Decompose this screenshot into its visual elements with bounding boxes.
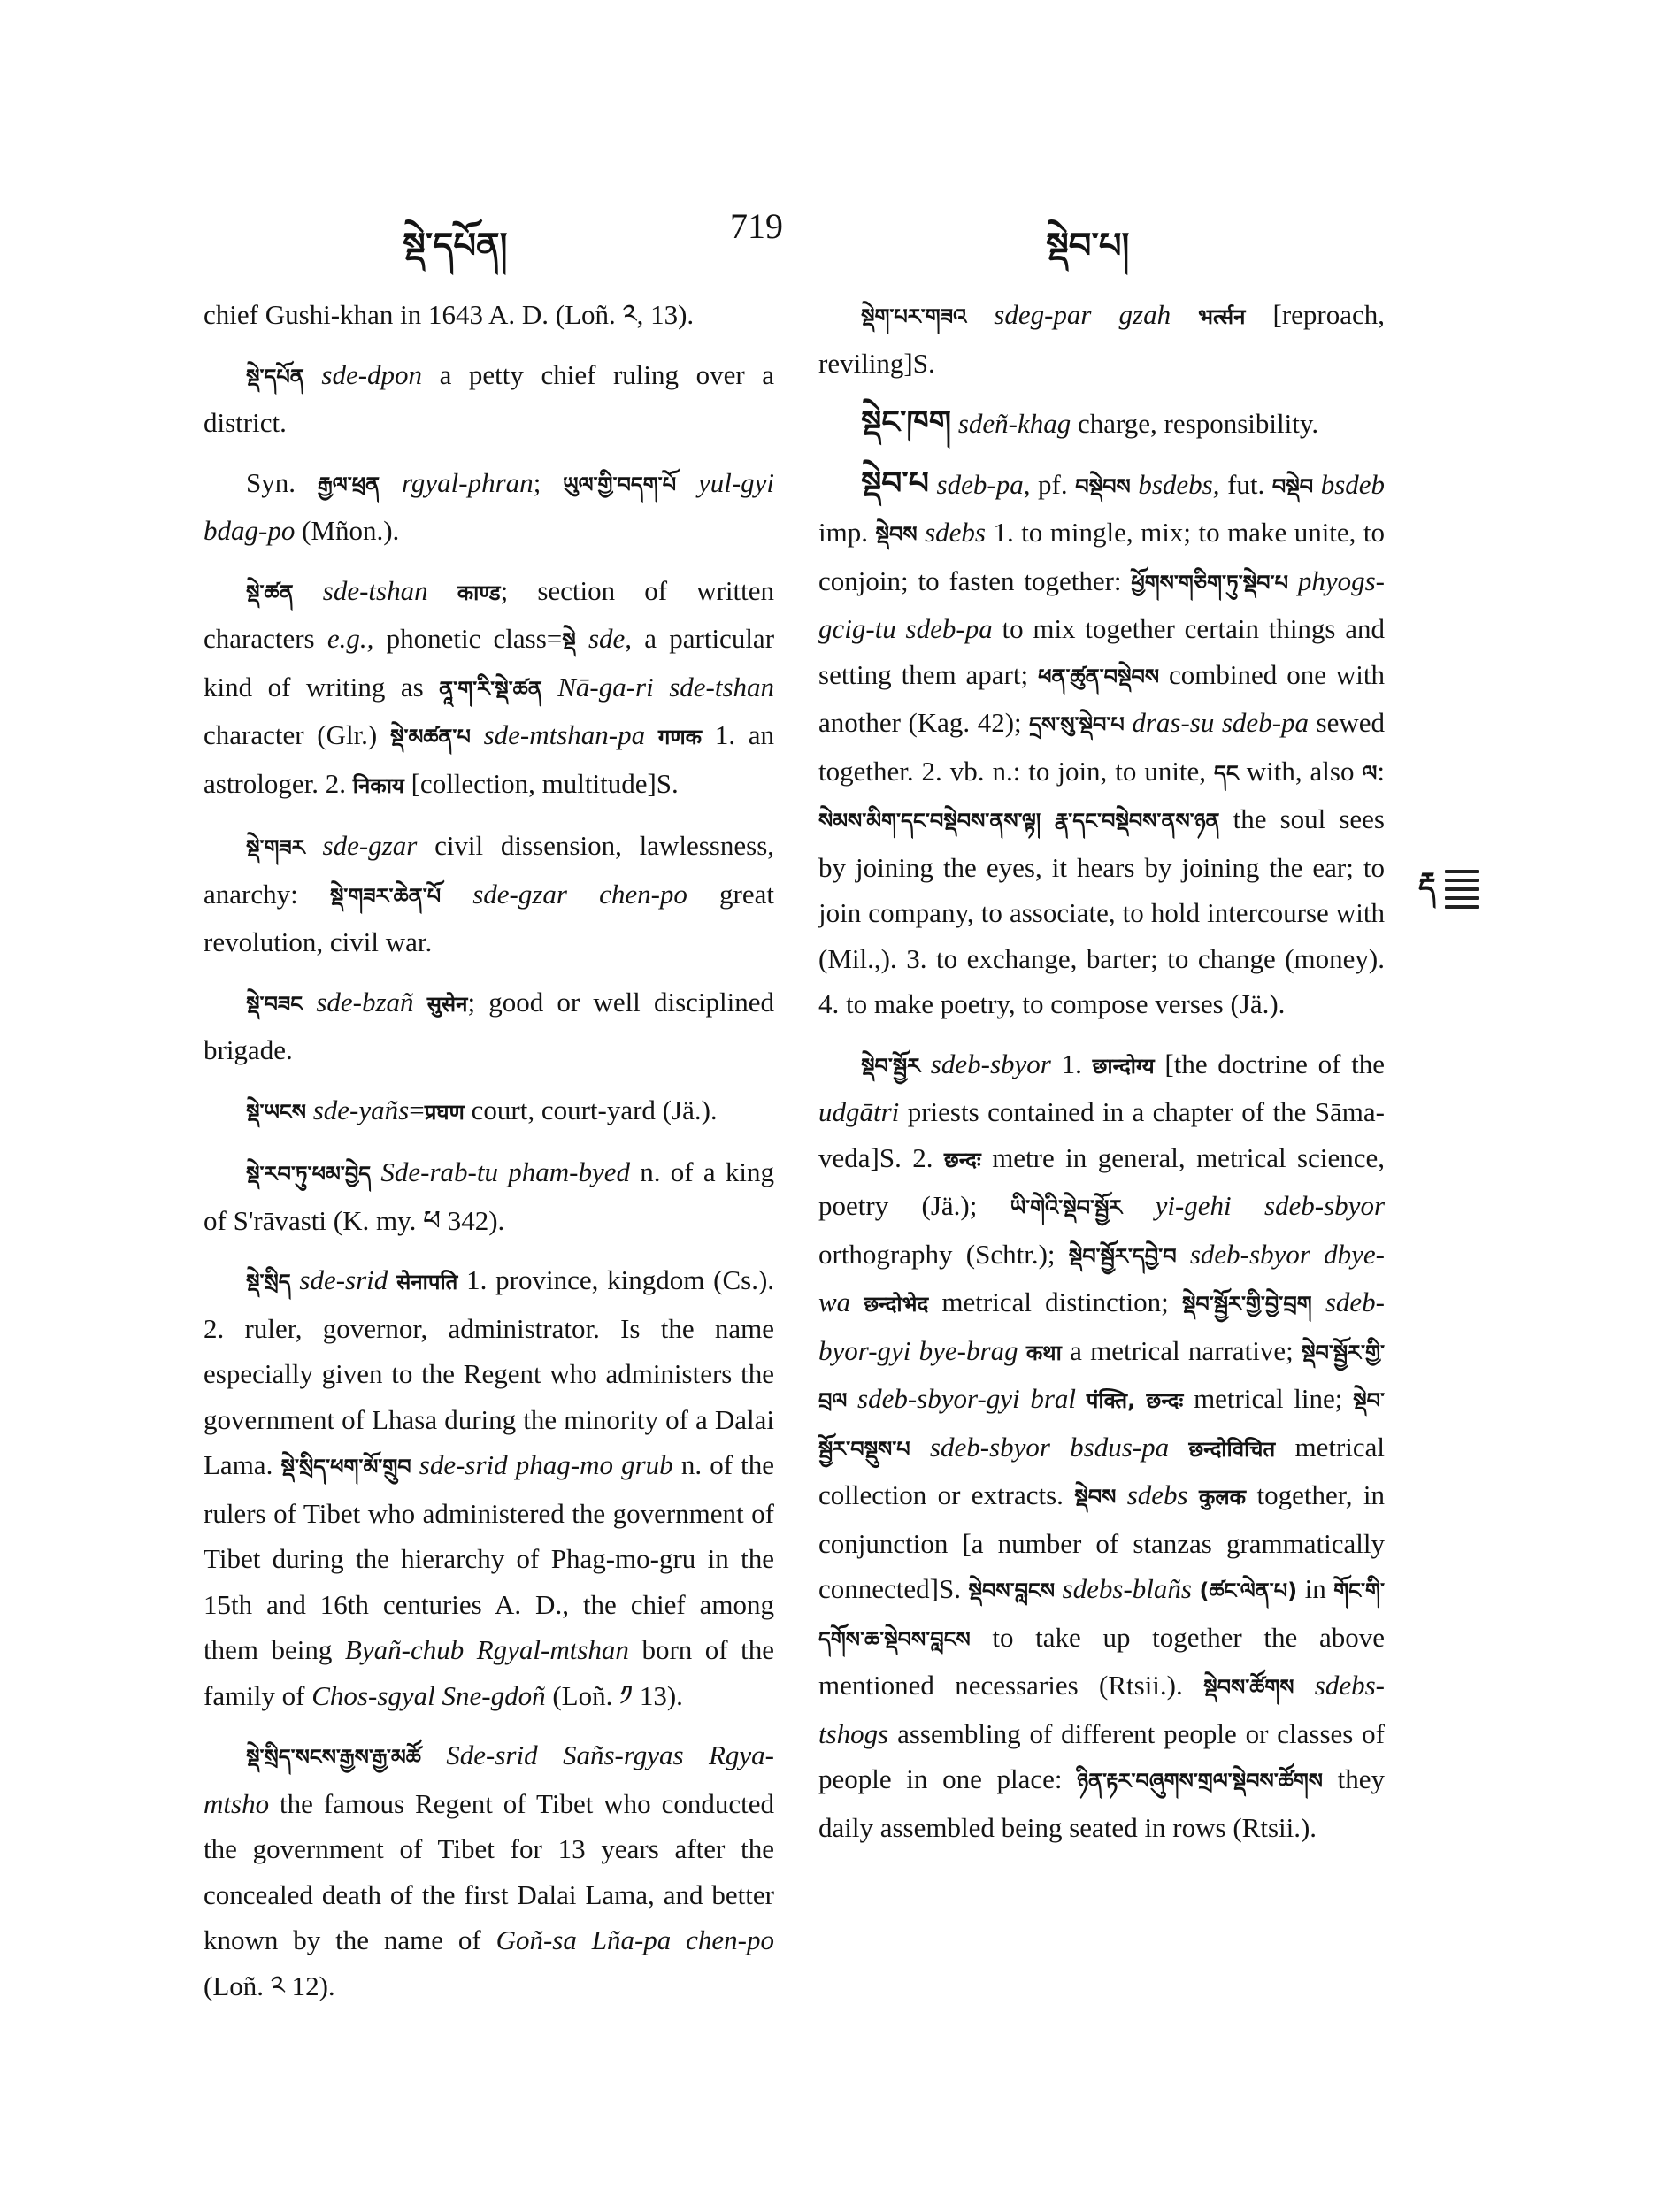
sanskrit-word: प्रघण: [424, 1099, 465, 1125]
definition: combined one with another (Kag. 42);: [818, 658, 1386, 738]
entry-sden-khag: [818, 400, 1385, 447]
tibetan-word: ལ: [1362, 760, 1378, 786]
tibetan-word: སྡེབ་སྦྱོར་གྱི་བྲལ: [818, 1340, 1386, 1413]
definition: [collection, multitude]S.: [411, 767, 679, 799]
entry-sde-srid: [204, 1257, 774, 1718]
transliteration: sdeg-par gzah: [994, 299, 1171, 330]
transliteration: phyogs-gcig-tu sdeb-pa: [818, 565, 1385, 644]
definition: 1.: [1061, 1048, 1082, 1079]
tibetan-headword: སྡེ་རབ་ཏུ་ཕམ་བྱེད: [246, 1162, 372, 1187]
transliteration: sdebs: [925, 517, 986, 548]
transliteration: sdebs-tshogs: [818, 1670, 1386, 1749]
tibetan-headword: སྡེང་ཁག: [861, 404, 952, 441]
definition: orthography (Schtr.);: [818, 1238, 1056, 1270]
transliteration: bsdeb: [1320, 468, 1386, 500]
margin-rule: [1445, 879, 1479, 882]
definition: [the doctrine of the: [1164, 1048, 1386, 1079]
definition: to take up together the above mentioned necessaries (Rtsii.).: [818, 1621, 1386, 1701]
definition: priests contained in a chapter of the Sāma-veda]S. 2.: [818, 1096, 1386, 1173]
tibetan-example: སེམས་མིག་དང་བསྡེབས་ནས་ལྟ། རྣ་དང་བསྡེབས་ནས་ཉན: [818, 809, 1220, 833]
page-number: 719: [730, 206, 783, 246]
margin-mark-letter: རྡ: [1418, 866, 1436, 902]
entry-sde-tshan: [204, 568, 774, 810]
tibetan-word: སྡེབ་སྦྱོར་བསྡུས་པ: [818, 1388, 1386, 1462]
sanskrit-word: काण्ड: [457, 580, 501, 605]
margin-thumb-index-mark: [1418, 863, 1479, 912]
entry-text: chief Gushi-khan in 1643 A. D. (Loñ. ༢, 13).: [204, 299, 695, 330]
tibetan-word: སྡེབས: [875, 522, 918, 547]
left-column: [204, 292, 774, 2023]
tibetan-headword: སྡེབ་སྦྱོར: [861, 1053, 921, 1079]
transliteration: Nā-ga-ri sde-tshan: [557, 671, 775, 703]
entry-sde-rab-tu: [204, 1149, 774, 1243]
tibetan-word: སྡེ་གཟར་ཆེན་པོ: [329, 883, 442, 909]
definition: the soul sees by joining the eyes, it hears by joining the ear; to join company, to associate, to hold intercourse with (Mil.,). 3. to exchange, barter; to change (money). 4. to make poetry, to compose verses (Jä.).: [818, 803, 1385, 1019]
equals-sign: =: [409, 1094, 425, 1125]
tibetan-word: སྡེ་སྲིད་ཕག་མོ་གྲུབ: [280, 1455, 411, 1479]
definition: with, also: [1246, 755, 1355, 787]
transliteration: sde,: [588, 623, 633, 654]
definition: n. of a king of S'rāvasti (K. my. ཕ 342).: [204, 1156, 775, 1236]
definition: born of the family of: [204, 1634, 775, 1711]
sanskrit-word: सेनापति: [396, 1270, 458, 1294]
transliteration: bsdebs,: [1138, 468, 1220, 500]
entry-sdeb-sbyor: [818, 1041, 1385, 1851]
tibetan-word: དྲས་སུ་སྡེབ་པ: [1029, 712, 1125, 737]
sanskrit-word: छान्दोग्य: [1092, 1053, 1155, 1079]
tibetan-word: ནཱ་ག་རི་སྡེ་ཚན: [439, 676, 542, 702]
transliteration: sde-dpon: [321, 358, 423, 390]
transliteration: rgyal-phran: [402, 466, 534, 498]
tibetan-word: སྡེབས་ཚོགས: [1203, 1675, 1294, 1700]
tibetan-word: བསྡེབས: [1075, 473, 1131, 499]
definition: character (Glr.): [204, 719, 378, 750]
tibetan-example: གོང་གི་དགོས་ཆ་སྡེབས་བླངས: [818, 1578, 1385, 1652]
tibetan-word: ཕན་ཚུན་བསྡེབས: [1038, 664, 1160, 689]
entry-synonyms: [204, 460, 774, 554]
definition: charge, responsibility.: [1078, 408, 1319, 439]
entry-sdeb-pa: [818, 461, 1385, 1027]
definition: to mix together certain things and setting them apart;: [818, 613, 1385, 690]
tibetan-word: ཕྱོགས་གཅིག་ཏུ་སྡེབ་པ: [1131, 570, 1288, 595]
tibetan-word: སྡེ་མཚན་པ: [389, 725, 471, 749]
definition: ; section of written characters: [204, 574, 775, 654]
tibetan-gloss: (ཚང་ལེན་པ): [1199, 1578, 1298, 1603]
definition: fut.: [1227, 468, 1265, 500]
definition: 1. province, kingdom (Cs.). 2. ruler, governor, administrator. Is the name especially given to the Regent who administers the government of Lhasa during the minority of a Dalai Lama.: [204, 1264, 775, 1480]
definition: great revolution, civil war.: [204, 878, 774, 957]
definition: a metrical narrative;: [1070, 1334, 1294, 1366]
sanskrit-word: गणक: [657, 725, 703, 749]
transliteration: sdeb-sbyor: [930, 1048, 1051, 1079]
definition: :: [1377, 755, 1385, 787]
abbreviation: e.g.,: [326, 623, 374, 654]
entry-continuation: [204, 292, 774, 338]
definition: imp.: [818, 517, 868, 548]
syn-label: Syn.: [246, 466, 296, 498]
tibetan-word: སྡེབས་བླངས: [968, 1578, 1056, 1603]
definition: sewed together. 2. vb. n.: to join, to unite,: [818, 707, 1386, 787]
reference: (Loñ. ༡ 13).: [552, 1679, 683, 1711]
transliteration: sde-tshan: [322, 574, 428, 606]
tibetan-headword: སྡེ་སྲིད: [246, 1270, 291, 1294]
sanskrit-word: छन्दः: [943, 1147, 981, 1172]
definition: court, court-yard (Jä.).: [471, 1094, 718, 1125]
right-column: [818, 292, 1385, 1864]
entry-sdeg-par-gzah: [818, 292, 1385, 386]
definition: a particular kind of writing as: [204, 623, 775, 703]
definition: phonetic class=: [386, 623, 563, 654]
tibetan-headword: སྡེ་སྲིད་སངས་རྒྱས་རྒྱ་མཚོ: [246, 1745, 421, 1770]
definition: 1. an astrologer. 2.: [204, 719, 775, 799]
transliteration: sdeñ-khag: [957, 408, 1071, 439]
definition: a petty chief ruling over a district.: [204, 358, 774, 438]
tibetan-headword: སྡེག་པར་གཟའ: [861, 304, 967, 329]
entry-sde-srid-sangs-rgyas: [204, 1732, 774, 2008]
definition: metrical line;: [1194, 1383, 1343, 1414]
definition: metrical collection or extracts.: [818, 1431, 1386, 1510]
entry-sde-bzan: [204, 979, 774, 1073]
separator: ;: [533, 466, 541, 498]
header-right-guideword: སྡེབ་པ།: [1046, 226, 1130, 266]
definition: in: [1304, 1573, 1326, 1604]
transliteration: yi-gehi sdeb-sbyor: [1155, 1190, 1386, 1221]
entry-sde-dpon: [204, 352, 774, 446]
definition: together, in conjunction [a number of stanzas grammatically connected]S.: [818, 1479, 1385, 1604]
transliteration: sde-mtshan-pa: [483, 719, 646, 750]
definition: , pf.: [1023, 468, 1068, 500]
margin-rule: [1445, 887, 1479, 891]
sanskrit-word: सुसेन: [426, 991, 468, 1017]
transliteration: sde-gzar: [322, 830, 418, 861]
definition: n. of the rulers of Tibet who administered the government of Tibet during the hierarchy of Phag-mo-gru in the 15th and 16th centuries A. D., the chief among them being: [204, 1449, 775, 1665]
page-header: [0, 205, 1659, 266]
transliteration: sdebs: [1126, 1479, 1188, 1510]
tibetan-word: བསྡེབ: [1271, 473, 1314, 499]
transliteration: sde-gzar chen-po: [472, 878, 687, 910]
definition: they daily assembled being seated in rows (Rtsii.).: [818, 1763, 1386, 1843]
definition: 1. to mingle, mix; to make unite, to conjoin; to fasten together:: [818, 517, 1386, 596]
margin-rule: [1445, 905, 1479, 909]
tibetan-word: དང: [1214, 760, 1239, 786]
tibetan-headword: སྡེ་ཚན: [246, 580, 294, 605]
proper-name: Chos-sgyal Sne-gdoñ: [311, 1679, 546, 1711]
tibetan-headword: སྡེ་གཟར: [246, 835, 305, 860]
tibetan-word: ཡི་གེའི་སྡེབ་སྦྱོར: [1010, 1195, 1123, 1220]
definition: [reproach, reviling]S.: [818, 299, 1385, 379]
transliteration: sde-yañs: [312, 1094, 410, 1125]
transliteration: Sde-srid Sañs-rgyas Rgya-mtsho: [204, 1740, 775, 1819]
transliteration: yul-gyi bdag-po: [204, 466, 775, 546]
transliteration: sdebs-blañs: [1062, 1573, 1192, 1604]
transliteration: sdeb-pa: [936, 468, 1024, 500]
transliteration: dras-su sdeb-pa: [1132, 707, 1310, 738]
entry-sde-yans: [204, 1087, 774, 1136]
tibetan-word: སྡེ: [562, 628, 576, 653]
reference: (Mñon.).: [302, 515, 400, 546]
sanskrit-word: पंक्ति, छन्दः: [1086, 1388, 1184, 1413]
sanskrit-word: निकाय: [352, 772, 404, 798]
tibetan-word: ཡུལ་གྱི་བདག་པོ: [563, 472, 677, 497]
header-left-guideword: སྡེ་དཔོན།: [403, 226, 508, 266]
tibetan-headword: སྡེ་དཔོན: [246, 364, 304, 389]
sanskrit-word: छन्दोविचित: [1188, 1436, 1276, 1462]
entry-sde-gzar: [204, 823, 774, 965]
definition: metrical distinction;: [941, 1286, 1169, 1317]
transliteration: Sde-rab-tu pham-byed: [380, 1156, 630, 1187]
tibetan-word: རྒྱལ་ཕྲན: [317, 472, 380, 497]
margin-rule: [1445, 870, 1479, 873]
reference: (Loñ. ༢ 12).: [204, 1970, 335, 2001]
italic-term: udgātri: [818, 1096, 900, 1127]
transliteration: sdeb-sbyor-gyi bral: [857, 1383, 1077, 1414]
proper-name: Goñ-sa Lña-pa chen-po: [495, 1924, 774, 1955]
transliteration: sde-srid: [299, 1264, 388, 1295]
transliteration: sde-srid phag-mo grub: [419, 1449, 673, 1480]
tibetan-word: སྡེབས: [1074, 1485, 1117, 1509]
tibetan-headword: སྡེ་ཡངས: [246, 1099, 306, 1125]
tibetan-example: ཉིན་རྟར་བཞུགས་གྲལ་སྡེབས་ཚོགས: [1077, 1769, 1323, 1793]
tibetan-word: སྡེབ་སྦྱོར་གྱི་བྱེ་བྲག: [1181, 1292, 1312, 1317]
margin-rule: [1445, 896, 1479, 900]
sanskrit-word: कथा: [1025, 1340, 1062, 1365]
sanskrit-word: भर्त्सन: [1198, 304, 1246, 329]
definition: assembling of different people or classes of people in one place:: [818, 1717, 1386, 1794]
definition: ; good or well disciplined brigade.: [204, 986, 775, 1065]
sanskrit-word: छन्दोभेद: [864, 1292, 929, 1317]
definition: metre in general, metrical science, poetry (Jä.);: [818, 1141, 1385, 1221]
transliteration: sdeb-sbyor bsdus-pa: [929, 1431, 1170, 1463]
proper-name: Byañ-chub Rgyal-mtshan: [344, 1634, 629, 1665]
tibetan-word: སྡེབ་སྦྱོར་དབྱེ་བ: [1068, 1243, 1177, 1269]
definition: the famous Regent of Tibet who conducted the government of Tibet for 13 years after the concealed death of the first Dalai Lama, and better known by the name of: [204, 1787, 775, 1955]
tibetan-headword: སྡེབ་པ: [861, 465, 929, 502]
transliteration: sdeb-sbyor dbye-wa: [818, 1238, 1385, 1317]
sanskrit-word: कुलक: [1198, 1485, 1247, 1509]
transliteration: sdeb-byor-gyi bye-brag: [818, 1286, 1385, 1366]
transliteration: sde-bzañ: [316, 986, 414, 1018]
tibetan-headword: སྡེ་བཟང: [246, 991, 303, 1017]
definition: civil dissension, lawlessness, anarchy:: [204, 830, 775, 910]
